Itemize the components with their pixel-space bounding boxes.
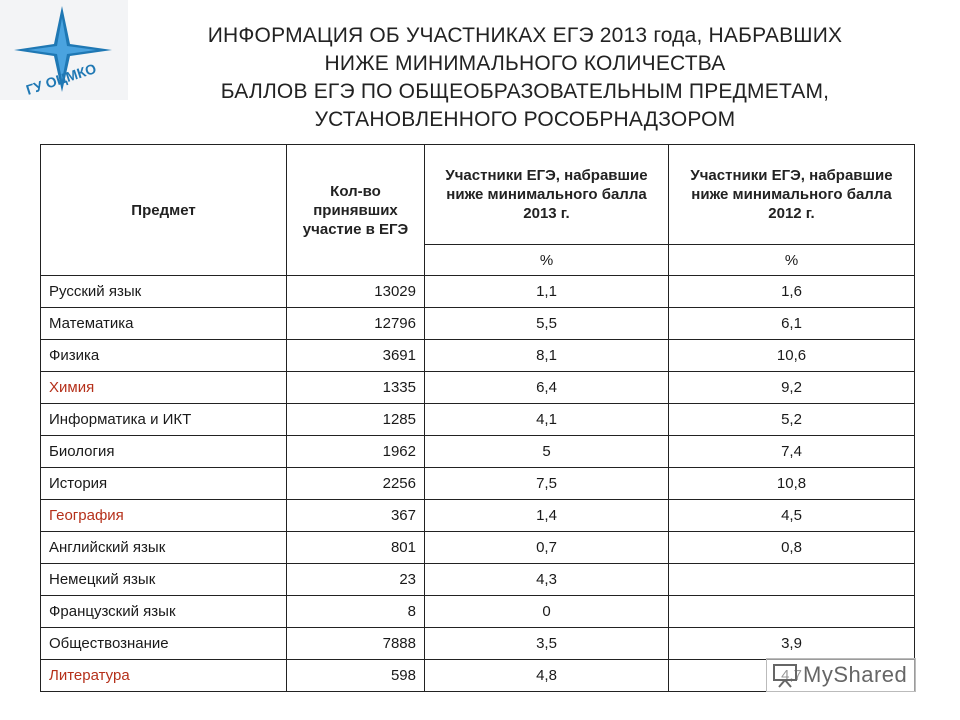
cell-subject: Информатика и ИКТ bbox=[41, 404, 287, 436]
cell-count: 598 bbox=[287, 660, 425, 692]
header-pct-2013: % bbox=[425, 245, 669, 276]
cell-count: 1285 bbox=[287, 404, 425, 436]
cell-pct-2013: 5,5 bbox=[425, 308, 669, 340]
table-row bbox=[41, 596, 915, 628]
cell-pct-2012: 6,1 bbox=[669, 308, 915, 340]
cell-count: 7888 bbox=[287, 628, 425, 660]
results-table bbox=[40, 144, 915, 692]
cell-count: 8 bbox=[287, 596, 425, 628]
title-line: УСТАНОВЛЕННОГО РОСОБРНАДЗОРОМ bbox=[314, 108, 736, 131]
cell-count: 23 bbox=[287, 564, 425, 596]
table-row bbox=[41, 628, 915, 660]
table-row bbox=[41, 436, 915, 468]
cell-subject: Немецкий язык bbox=[41, 564, 287, 596]
header-2013: Участники ЕГЭ, набравшие ниже минимального балла 2013 г. bbox=[425, 145, 669, 245]
cell-pct-2013: 4,3 bbox=[425, 564, 669, 596]
table-row bbox=[41, 340, 915, 372]
cell-subject: Биология bbox=[41, 436, 287, 468]
cell-pct-2012: 7,4 bbox=[669, 436, 915, 468]
header-subject: Предмет bbox=[41, 145, 287, 276]
table-row bbox=[41, 308, 915, 340]
cell-pct-2013: 1,4 bbox=[425, 500, 669, 532]
cell-count: 13029 bbox=[287, 276, 425, 308]
cell-count: 2256 bbox=[287, 468, 425, 500]
cell-pct-2013: 6,4 bbox=[425, 372, 669, 404]
cell-subject: Русский язык bbox=[41, 276, 287, 308]
logo-star-icon bbox=[0, 0, 128, 100]
cell-subject: Химия bbox=[41, 372, 287, 404]
cell-pct-2012 bbox=[669, 596, 915, 628]
cell-count: 1335 bbox=[287, 372, 425, 404]
table-row bbox=[41, 532, 915, 564]
cell-pct-2012: 4,5 bbox=[669, 500, 915, 532]
cell-pct-2012: 3,9 bbox=[669, 628, 915, 660]
cell-subject: История bbox=[41, 468, 287, 500]
cell-pct-2013: 3,5 bbox=[425, 628, 669, 660]
cell-pct-2012: 0,8 bbox=[669, 532, 915, 564]
title-line: НИЖЕ МИНИМАЛЬНОГО КОЛИЧЕСТВА bbox=[324, 52, 726, 75]
cell-count: 1962 bbox=[287, 436, 425, 468]
cell-count: 801 bbox=[287, 532, 425, 564]
header-2012: Участники ЕГЭ, набравшие ниже минимального балла 2012 г. bbox=[669, 145, 915, 245]
cell-subject: Литература bbox=[41, 660, 287, 692]
cell-count: 367 bbox=[287, 500, 425, 532]
cell-pct-2013: 0 bbox=[425, 596, 669, 628]
cell-subject: Английский язык bbox=[41, 532, 287, 564]
table-row bbox=[41, 404, 915, 436]
table-row bbox=[41, 564, 915, 596]
table-row bbox=[41, 276, 915, 308]
cell-pct-2012: 9,2 bbox=[669, 372, 915, 404]
cell-count: 12796 bbox=[287, 308, 425, 340]
header-pct-2012: % bbox=[669, 245, 915, 276]
watermark bbox=[766, 658, 916, 692]
cell-subject: Обществознание bbox=[41, 628, 287, 660]
cell-subject: География bbox=[41, 500, 287, 532]
cell-subject: Французский язык bbox=[41, 596, 287, 628]
cell-pct-2013: 1,1 bbox=[425, 276, 669, 308]
cell-subject: Математика bbox=[41, 308, 287, 340]
cell-pct-2012: 10,6 bbox=[669, 340, 915, 372]
cell-pct-2013: 5 bbox=[425, 436, 669, 468]
cell-pct-2013: 4,1 bbox=[425, 404, 669, 436]
watermark-text: MyShared bbox=[803, 662, 908, 687]
cell-count: 3691 bbox=[287, 340, 425, 372]
page-title bbox=[150, 22, 900, 134]
cell-pct-2013: 7,5 bbox=[425, 468, 669, 500]
cell-pct-2012 bbox=[669, 564, 915, 596]
presentation-icon bbox=[771, 661, 799, 689]
cell-pct-2013: 8,1 bbox=[425, 340, 669, 372]
cell-pct-2012: 10,8 bbox=[669, 468, 915, 500]
cell-pct-2013: 4,8 bbox=[425, 660, 669, 692]
title-line: ИНФОРМАЦИЯ ОБ УЧАСТНИКАХ ЕГЭ 2013 года, НАБРАВШИХ bbox=[207, 24, 843, 47]
logo-text: ГУ ОЦМКО bbox=[23, 60, 99, 98]
cell-pct-2012: 1,6 bbox=[669, 276, 915, 308]
table-row bbox=[41, 468, 915, 500]
logo bbox=[0, 0, 128, 100]
header-count: Кол-во принявших участие в ЕГЭ bbox=[287, 145, 425, 276]
title-line: БАЛЛОВ ЕГЭ ПО ОБЩЕОБРАЗОВАТЕЛЬНЫМ ПРЕДМЕТАМ, bbox=[220, 80, 830, 103]
cell-pct-2013: 0,7 bbox=[425, 532, 669, 564]
table-row bbox=[41, 372, 915, 404]
table-row bbox=[41, 500, 915, 532]
cell-subject: Физика bbox=[41, 340, 287, 372]
cell-pct-2012: 5,2 bbox=[669, 404, 915, 436]
